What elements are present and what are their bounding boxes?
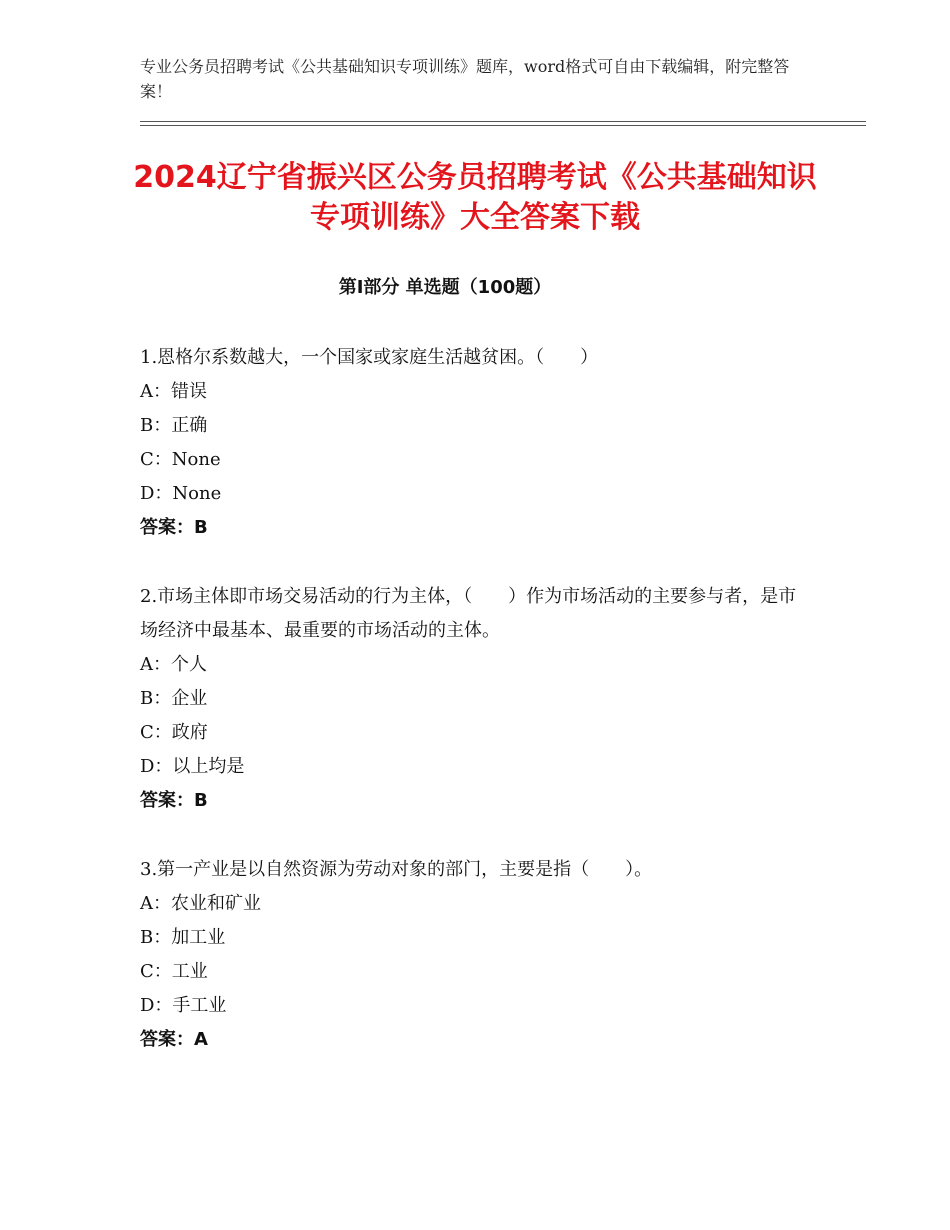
header-note: 专业公务员招聘考试《公共基础知识专项训练》题库，word格式可自由下载编辑，附完整答案！ — [140, 57, 790, 101]
option-b: B：企业 — [140, 688, 208, 709]
option-b: B：正确 — [140, 415, 208, 436]
option-b: B：加工业 — [140, 927, 226, 948]
option-c: C：政府 — [140, 722, 208, 743]
option-a: A：个人 — [140, 654, 207, 675]
question-stem: 2.市场主体即市场交易活动的行为主体，（ ）作为市场活动的主要参与者，是市场经济中最基本、最重要的市场活动的主体。 — [140, 586, 797, 641]
answer-line: 答案：A — [140, 1029, 208, 1050]
document-title: 2024辽宁省振兴区公务员招聘考试《公共基础知识专项训练》大全答案下载 — [133, 160, 817, 235]
section-heading: 第Ⅰ部分 单选题（100题） — [338, 277, 552, 298]
header-divider — [140, 121, 866, 126]
option-c: C：工业 — [140, 961, 208, 982]
answer-line: 答案：B — [140, 517, 208, 538]
option-d: D：手工业 — [140, 995, 227, 1016]
question-1 — [140, 341, 800, 545]
option-d: D：以上均是 — [140, 756, 245, 777]
question-2 — [140, 580, 800, 818]
option-d: D：None — [140, 483, 222, 504]
option-c: C：None — [140, 449, 221, 470]
answer-line: 答案：B — [140, 790, 208, 811]
option-a: A：错误 — [140, 381, 207, 402]
option-a: A：农业和矿业 — [140, 893, 261, 914]
question-stem: 3.第一产业是以自然资源为劳动对象的部门，主要是指（ ）。 — [140, 859, 653, 880]
question-3 — [140, 853, 800, 1057]
question-stem: 1.恩格尔系数越大，一个国家或家庭生活越贫困。（ ） — [140, 347, 599, 368]
